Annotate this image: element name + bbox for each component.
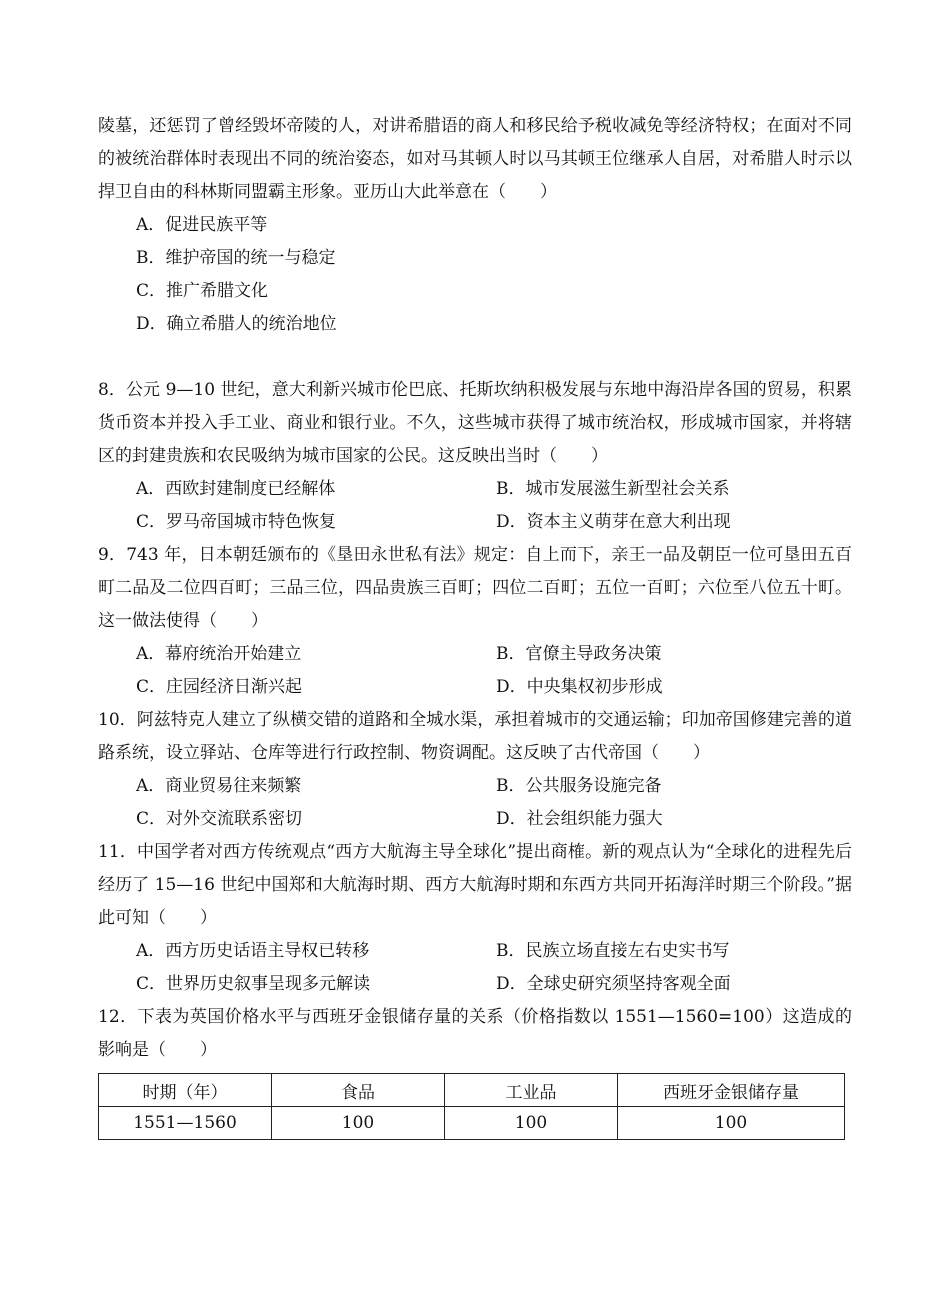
q10-options-row-2 bbox=[98, 803, 852, 836]
q10-option-b: B．公共服务设施完备 bbox=[496, 776, 662, 796]
table-header-period: 时期（年） bbox=[99, 1074, 272, 1107]
spacer bbox=[98, 341, 852, 374]
q9-option-d: D．中央集权初步形成 bbox=[496, 677, 663, 697]
q7-stem: 陵墓，还惩罚了曾经毁坏帝陵的人，对讲希腊语的商人和移民给予税收减免等经济特权；在面对不同的被统治群体时表现出不同的统治姿态，如对马其顿人时以马其顿王位继承人自居，对希腊人时示以捍卫自由的科林斯同盟霸主形象。亚历山大此举意在（ ） bbox=[98, 116, 852, 202]
q7-option-b: B．维护帝国的统一与稳定 bbox=[136, 248, 336, 268]
table-cell-period: 1551—1560 bbox=[99, 1107, 272, 1140]
q10-stem: 10．阿兹特克人建立了纵横交错的道路和全城水渠，承担着城市的交通运输；印加帝国修建完善的道路系统，设立驿站、仓库等进行行政控制、物资调配。这反映了古代帝国（ ） bbox=[98, 710, 852, 763]
q8-options-row-1 bbox=[98, 473, 852, 506]
q10-options-row-1 bbox=[98, 770, 852, 803]
q10-option-a: A．商业贸易往来频繁 bbox=[136, 776, 302, 796]
table-cell-food: 100 bbox=[272, 1107, 445, 1140]
q9-option-a: A．幕府统治开始建立 bbox=[136, 644, 302, 664]
q10-option-c: C．对外交流联系密切 bbox=[136, 809, 303, 829]
q11-option-c: C．世界历史叙事呈现多元解读 bbox=[136, 974, 371, 994]
q9-stem: 9．743 年，日本朝廷颁布的《垦田永世私有法》规定：自上而下，亲王一品及朝臣一位可垦田五百町二品及二位四百町；三品三位，四品贵族三百町；四位二百町；五位一百町；六位至八位五十町。这一做法使得（ ） bbox=[98, 545, 852, 631]
q11-stem: 11．中国学者对西方传统观点“西方大航海主导全球化”提出商榷。新的观点认为“全球化的进程先后经历了 15—16 世纪中国郑和大航海时期、西方大航海时期和东西方共同开拓海洋时期三个阶段。”据此可知（ ） bbox=[98, 842, 852, 928]
q8-option-a: A．西欧封建制度已经解体 bbox=[136, 479, 336, 499]
table-cell-industrial: 100 bbox=[445, 1107, 618, 1140]
table-header-food: 食品 bbox=[272, 1074, 445, 1107]
q11-option-d: D．全球史研究须坚持客观全面 bbox=[496, 974, 731, 994]
q11-options-row-2 bbox=[98, 968, 852, 1001]
q8-stem: 8．公元 9—10 世纪，意大利新兴城市伦巴底、托斯坎纳积极发展与东地中海沿岸各国的贸易，积累货币资本并投入手工业、商业和银行业。不久，这些城市获得了城市统治权，形成城市国家，并将辖区的封建贵族和农民吸纳为城市国家的公民。这反映出当时（ ） bbox=[98, 380, 852, 466]
q9-options-row-2 bbox=[98, 671, 852, 704]
q8-option-d: D．资本主义萌芽在意大利出现 bbox=[496, 512, 731, 532]
q12-price-table bbox=[98, 1073, 845, 1140]
q10-option-d: D．社会组织能力强大 bbox=[496, 809, 663, 829]
q7-option-d: D．确立希腊人的统治地位 bbox=[136, 314, 337, 334]
q9-options-row-1 bbox=[98, 638, 852, 671]
q9-option-b: B．官僚主导政务决策 bbox=[496, 644, 662, 664]
q7-option-c: C．推广希腊文化 bbox=[136, 281, 269, 301]
q11-option-b: B．民族立场直接左右史实书写 bbox=[496, 941, 730, 961]
q7-option-a: A．促进民族平等 bbox=[136, 215, 268, 235]
table-row bbox=[99, 1107, 845, 1140]
table-header-industrial: 工业品 bbox=[445, 1074, 618, 1107]
q8-option-c: C．罗马帝国城市特色恢复 bbox=[136, 512, 337, 532]
q8-options-row-2 bbox=[98, 506, 852, 539]
table-cell-bullion: 100 bbox=[618, 1107, 845, 1140]
exam-page bbox=[98, 110, 852, 1140]
table-header-row bbox=[99, 1074, 845, 1107]
q9-option-c: C．庄园经济日渐兴起 bbox=[136, 677, 303, 697]
q8-option-b: B．城市发展滋生新型社会关系 bbox=[496, 479, 730, 499]
table-header-bullion: 西班牙金银储存量 bbox=[618, 1074, 845, 1107]
q11-options-row-1 bbox=[98, 935, 852, 968]
q11-option-a: A．西方历史话语主导权已转移 bbox=[136, 941, 370, 961]
q12-stem: 12．下表为英国价格水平与西班牙金银储存量的关系（价格指数以 1551—1560=100）这造成的影响是（ ） bbox=[98, 1007, 852, 1060]
